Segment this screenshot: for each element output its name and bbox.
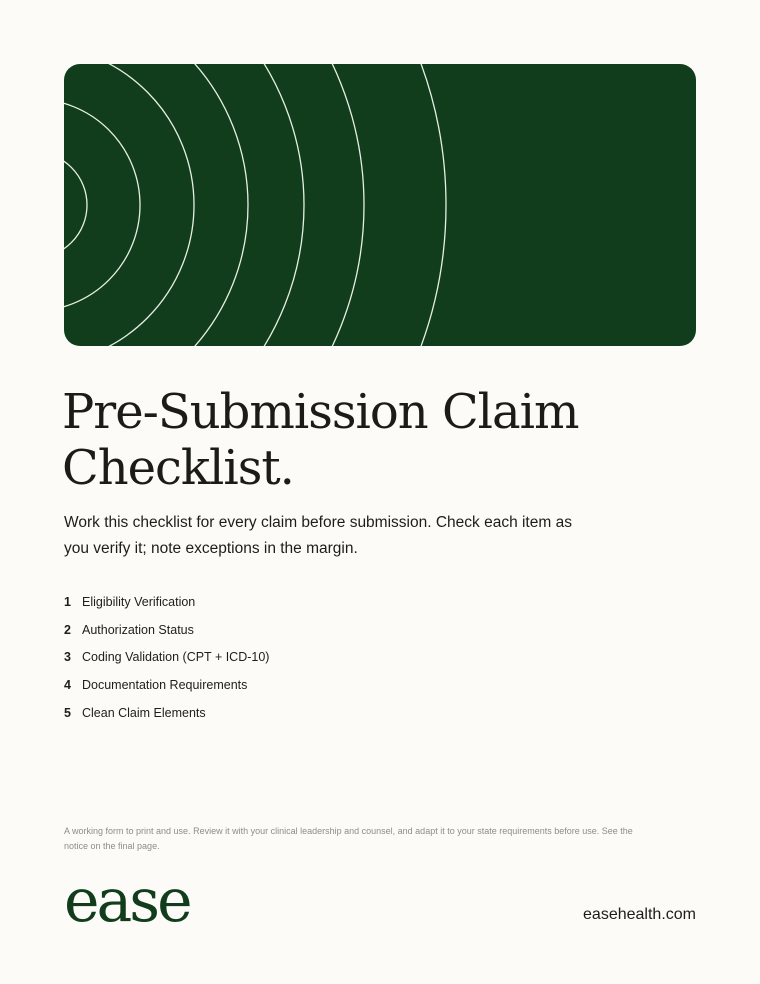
page-title <box>62 384 702 496</box>
arc-3 <box>64 64 194 346</box>
intro-line-1: Work this checklist for every claim before submission. Check each item as <box>64 514 572 531</box>
intro-line-2: you verify it; note exceptions in the margin. <box>64 540 358 557</box>
checklist-item <box>64 616 269 644</box>
checklist-item-number: 1 <box>64 594 71 609</box>
title-line-1: Pre-Submission Claim <box>62 384 579 440</box>
checklist-item-label: Authorization Status <box>82 622 194 637</box>
checklist-item-label: Clean Claim Elements <box>82 706 206 721</box>
checklist-item-label: Documentation Requirements <box>82 678 248 693</box>
checklist-item-number: 3 <box>64 650 71 665</box>
checklist-item <box>64 671 269 699</box>
arc-6 <box>64 64 364 346</box>
title-line-2: Checklist. <box>62 440 294 496</box>
checklist <box>64 588 269 727</box>
footnote-line-2: notice on the final page. <box>64 841 160 851</box>
hero-banner <box>64 64 696 346</box>
ease-logo: ease <box>64 866 190 936</box>
concentric-arcs-graphic <box>64 64 696 346</box>
intro-text <box>64 510 624 562</box>
arc-4 <box>64 64 248 346</box>
footnote-line-1: A working form to print and use. Review it with your clinical leadership and counsel, and adapt it to your state requirements before use. See the <box>64 826 633 836</box>
arc-2 <box>64 99 140 311</box>
checklist-item-number: 4 <box>64 678 71 693</box>
disclaimer-footnote <box>64 824 704 854</box>
checklist-item-number: 2 <box>64 622 71 637</box>
checklist-item-label: Eligibility Verification <box>82 594 196 609</box>
checklist-item-label: Coding Validation (CPT + ICD-10) <box>82 650 270 665</box>
checklist-item <box>64 699 269 727</box>
checklist-item-number: 5 <box>64 706 71 721</box>
arc-7 <box>64 64 446 346</box>
checklist-item <box>64 588 269 616</box>
arc-1 <box>64 152 87 258</box>
arc-5 <box>64 64 304 346</box>
website-url: easehealth.com <box>583 906 696 923</box>
checklist-item <box>64 644 269 672</box>
